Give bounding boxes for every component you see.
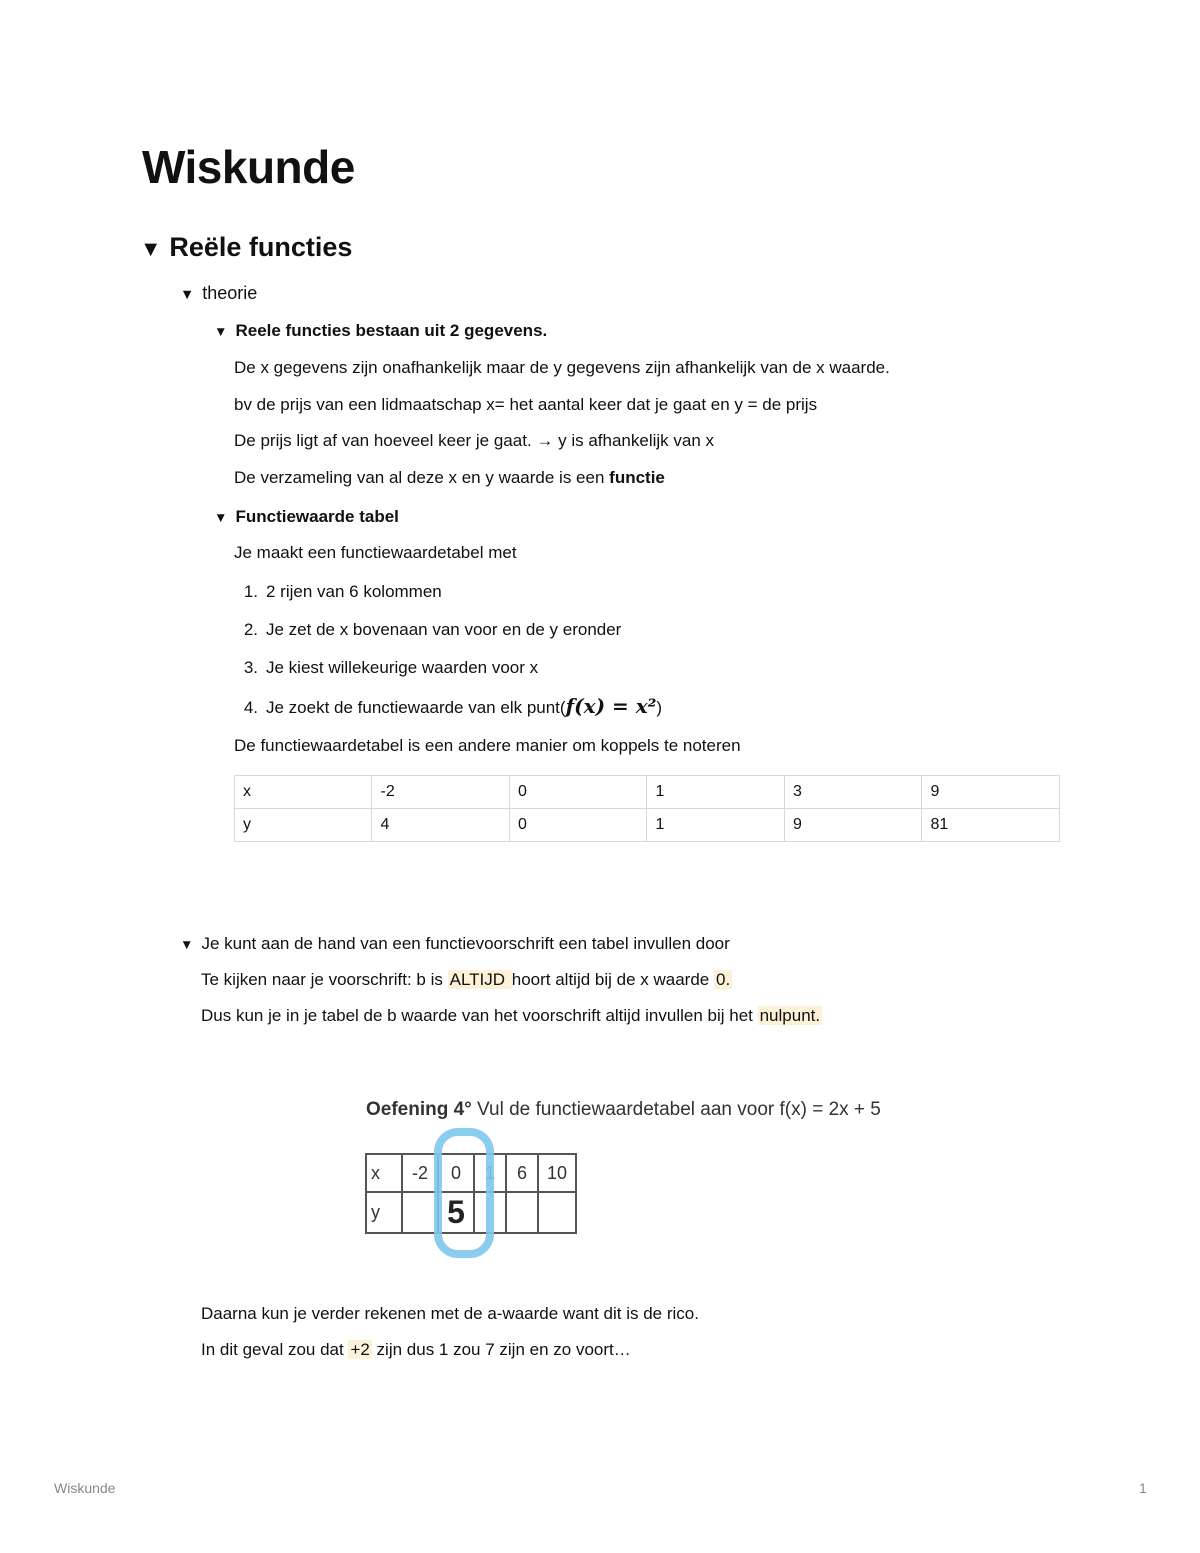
paragraph-text: hoort altijd bij de x waarde [511,970,714,989]
paragraph: Je maakt een functiewaardetabel met [234,543,517,562]
list-number: 2. [243,620,258,639]
table-cell: y [366,1192,402,1233]
paragraph [201,1340,631,1360]
table-cell: 1 [647,776,784,809]
table-cell: 81 [922,809,1060,842]
toggle-triangle-icon[interactable]: ▼ [180,287,195,303]
toggle-triangle-icon[interactable]: ▼ [180,937,194,952]
paragraph: De x gegevens zijn onafhankelijk maar de y gegevens zijn afhankelijk van de x waarde. [234,358,890,377]
footer-document-name: Wiskunde [54,1480,116,1496]
list-item-text: 2 rijen van 6 kolommen [266,582,442,601]
table-cell: 5 [438,1192,474,1233]
toggle-triangle-icon[interactable]: ▼ [140,236,162,261]
section-heading-toggle[interactable] [140,232,352,263]
list-number: 3. [243,658,258,677]
list-item-text: Je zet de x bovenaan van voor en de y eronder [266,620,622,639]
table-cell: 6 [506,1154,538,1192]
exercise-image [360,1090,960,1260]
table-cell: -2 [402,1154,438,1192]
table-cell [506,1192,538,1233]
table-cell: 9 [922,776,1060,809]
paragraph [234,468,665,488]
paragraph-text: zijn dus 1 zou 7 zijn en zo voort… [371,1340,631,1359]
list-item-text: Je kiest willekeurige waarden voor x [266,658,539,677]
table-cell: 0 [509,809,646,842]
table-cell: x [235,776,372,809]
toggle-reele-functies[interactable] [214,321,547,341]
exercise-title-bold: Oefening 4° [366,1099,472,1120]
table-cell: 0 [509,776,646,809]
table-cell: -2 [372,776,510,809]
math-formula: f(x) = x² [565,694,657,718]
table-cell: 10 [538,1154,576,1192]
paragraph: De prijs ligt af van hoeveel keer je gaat. → y is afhankelijk van x [234,431,715,450]
toggle-functiewaarde-tabel[interactable] [214,507,399,527]
table-cell [402,1192,438,1233]
function-value-table [234,775,1060,842]
paragraph-text: In dit geval zou dat [201,1340,349,1359]
table-cell [538,1192,576,1233]
toggle-triangle-icon[interactable]: ▼ [214,324,228,339]
table-cell: x [366,1154,402,1192]
highlight: ALTIJD [449,970,510,989]
paragraph: bv de prijs van een lidmaatschap x= het aantal keer dat je gaat en y = de prijs [234,395,818,414]
paragraph: De functiewaardetabel is een andere manier om koppels te noteren [234,736,741,755]
table-cell: 1 [647,809,784,842]
highlight: 0. [715,970,731,989]
section-heading-text: Reële functies [169,232,353,262]
table-cell: 9 [784,809,921,842]
list-item-text: Je zoekt de functiewaarde van elk punt( [266,698,566,717]
paragraph-text: Dus kun je in je tabel de b waarde van het voorschrift altijd invullen bij het [201,1006,758,1025]
exercise-title-text: Vul de functiewaardetabel aan voor f(x) = 2x + 5 [471,1099,881,1120]
toggle-theorie-label: theorie [202,283,258,303]
table-row [235,776,1060,809]
paragraph [201,970,732,990]
paragraph [201,1006,822,1026]
toggle-heading-text: Je kunt aan de hand van een functievoorschrift een tabel invullen door [201,934,730,953]
bold-term: functie [609,468,665,487]
paragraph-text: Te kijken naar je voorschrift: b is [201,970,448,989]
toggle-heading-text: Functiewaarde tabel [235,507,399,526]
highlight: nulpunt. [759,1006,821,1025]
highlight: +2 [350,1340,370,1359]
exercise-title [366,1099,881,1121]
handwritten-circle-annotation [434,1128,494,1258]
table-cell: 1 [474,1154,506,1192]
list-item [236,694,662,718]
toggle-theorie[interactable] [180,283,257,304]
list-item [236,582,442,602]
list-item-close: ) [656,698,663,717]
paragraph: Daarna kun je verder rekenen met de a-waarde want dit is de rico. [201,1304,699,1323]
list-item [236,620,621,640]
toggle-heading-text: Reele functies bestaan uit 2 gegevens. [235,321,548,340]
list-number: 1. [243,582,258,601]
table-cell: 0 [438,1154,474,1192]
table-row [235,809,1060,842]
table-cell: 4 [372,809,510,842]
list-number: 4. [243,698,258,717]
toggle-triangle-icon[interactable]: ▼ [214,510,228,525]
list-item [236,658,538,678]
toggle-voorschrift[interactable] [180,934,730,954]
page-title: Wiskunde [142,141,355,193]
table-cell: 3 [784,776,921,809]
footer-page-number: 1 [1139,1480,1147,1496]
paragraph-text: De verzameling van al deze x en y waarde is een [234,468,610,487]
table-cell: y [235,809,372,842]
